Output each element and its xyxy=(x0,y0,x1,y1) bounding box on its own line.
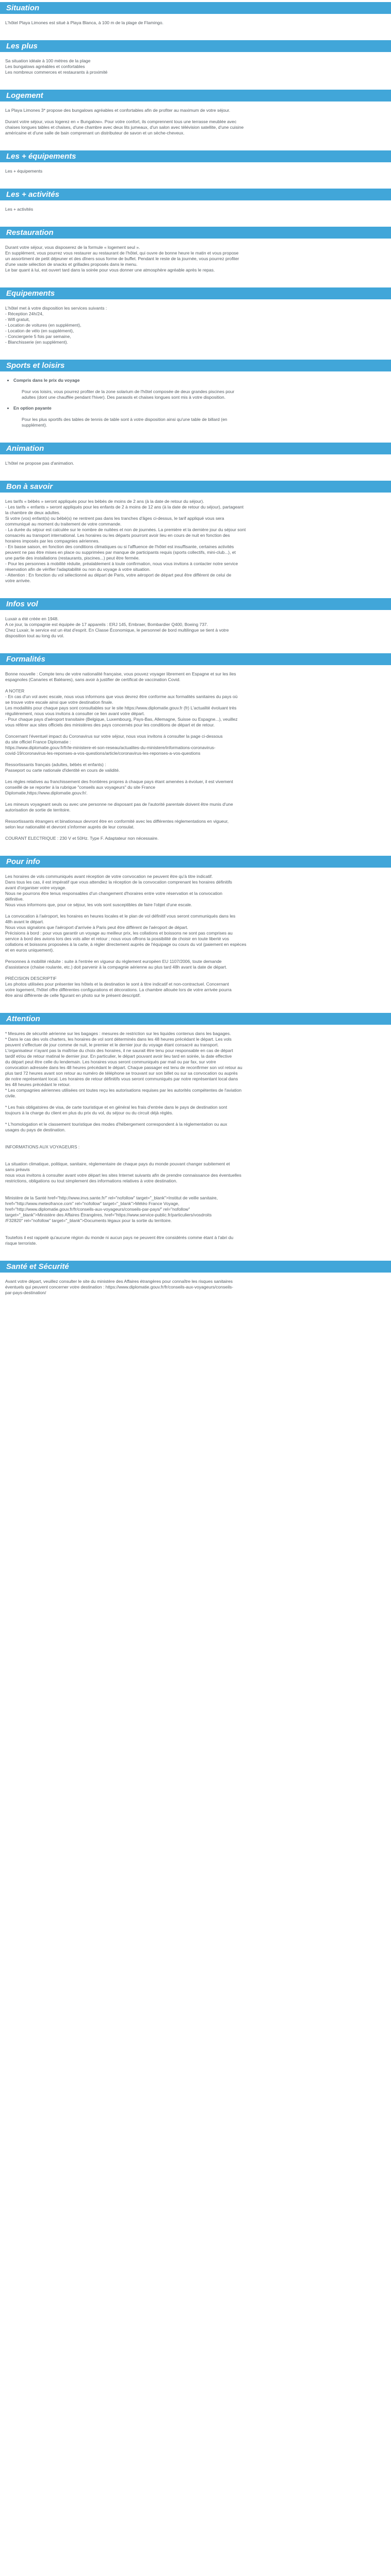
text-line: du site officiel France Diplomatie : xyxy=(5,739,71,744)
text-line: 48h avant le départ. xyxy=(5,919,44,924)
section-sports xyxy=(0,360,391,428)
text-line: covid-19/coronavirus-les-reponses-a-vos-questions/article/coronavirus-les-reponses-a-vos-questions xyxy=(5,751,201,756)
text-line: - En basse saison, en fonction des conditions climatiques ou si l'affluence de l'hôtel est insuffisante, certaines activités xyxy=(5,544,234,549)
text-line: * Dans le cas des vols charters, les horaires de vol sont déterminés dans les 48 heures précédant le départ. Les vols xyxy=(5,1037,232,1042)
text-line: toujours à la charge du client en plus du prix du vol, du séjour ou du circuit déjà réglés. xyxy=(5,1110,173,1115)
text-line: Dans tous les cas, il est impératif que vous attendiez la réception de la convocation comprenant les horaires définitifs xyxy=(5,879,232,885)
text-line: peuvent s'effectuer de jour comme de nuit, le premier et le dernier jour du voyage étant consacré au transport. xyxy=(5,1042,219,1047)
text-line: risque terroriste. xyxy=(5,1241,37,1246)
text-line: https://www.diplomatie.gouv.fr/fr/le-ministere-et-son-reseau/actualites-du-ministere/informations-coronavirus- xyxy=(5,745,216,750)
text-line: consacrés au transport international. Les horaires ou les départs pourront avoir lieu en cours de nuit en fonction des xyxy=(5,533,230,538)
situation-text: L'hôtel Playa Limones est situé à Playa Blanca, à 100 m de la plage de Flamingo. xyxy=(5,20,164,25)
section-title: Logement xyxy=(0,90,391,101)
bon-a-savoir-text xyxy=(0,499,391,584)
text-line xyxy=(5,728,386,734)
equipements-plus-text: Les + équipements xyxy=(5,168,43,174)
text-line xyxy=(5,1156,386,1161)
text-line xyxy=(5,830,386,836)
section-title: Pour info xyxy=(0,856,391,868)
sports-item-line: Pour vos loisirs, vous pourrez profiter de la zone solarium de l'hôtel composée de deux grandes piscines pour xyxy=(22,389,235,394)
text-line: * Les frais obligatoires de visa, de carte touristique et en général les frais d'entrée dans le pays de destination sont xyxy=(5,1105,227,1110)
formalites-text xyxy=(0,671,391,841)
section-infos-vol xyxy=(0,598,391,639)
text-line: - Attention : En fonction du vol sélectionné au départ de Paris, votre aéroport de départ peut être différent de celui de xyxy=(5,572,232,578)
text-line: Nous vous informons que, pour ce séjour, les vols sont susceptibles de faire l'objet d'une escale. xyxy=(5,902,192,907)
text-line: Les bungalows agréables et confortables xyxy=(5,64,85,69)
attention-text xyxy=(0,1031,391,1246)
text-line: selon leur nationalité et devront s'informer auprès de leur consulat. xyxy=(5,824,135,829)
text-line: restrictions, obligations ou tout simplement des informations relatives à votre destination. xyxy=(5,1178,177,1183)
text-line: Précisions à bord : pour vous garantir un voyage au meilleur prix, les collations et boissons ne sont pas comprises au xyxy=(5,930,233,936)
text-line: Nous vous signalons que l'aéroport d'arrivée à Paris peut être différent de l'aéroport de départ. xyxy=(5,925,188,930)
text-line: et en euros uniquement). xyxy=(5,947,54,953)
text-line: Les photos utilisées pour présenter les hôtels et la destination le sont à titre indicatif et non-contractuel. Concernant xyxy=(5,981,229,987)
text-line: Sa situation idéale à 100 mètres de la plage xyxy=(5,58,91,63)
text-line: sans préavis xyxy=(5,1167,30,1172)
text-line: L'hôtel met à votre disposition les services suivants : xyxy=(5,306,107,311)
text-line xyxy=(5,683,386,688)
text-line: d'une vaste sélection de snacks et grillades proposés dans le menu. xyxy=(5,262,138,267)
section-title: Attention xyxy=(0,1013,391,1025)
section-title: Les plus xyxy=(0,40,391,52)
text-line: horaires imposés par les compagnies aériennes. xyxy=(5,538,100,544)
text-line: Le bar quant à lui, est ouvert tard dans la soirée pour vous donner une atmosphère agréable après le repas. xyxy=(5,267,215,273)
text-line: votre logement, l'hôtel offre différentes configurations et décorations. La chambre allouée lors de votre arrivée pourra xyxy=(5,987,232,992)
text-line: href="http://www.diplomatie.gouv.fr/fr/conseils-aux-voyageurs/conseils-par-pays/" rel="nofollow" xyxy=(5,1207,190,1212)
text-line: éventuels qui peuvent concerner votre destination : https://www.diplomatie.gouv.fr/fr/conseils-aux-voyageurs/conseils- xyxy=(5,1284,234,1290)
section-animation xyxy=(0,443,391,466)
text-line: - Location de vélo (en supplément), xyxy=(5,328,74,333)
text-line: Si votre (vos) enfant(s) ou bébé(s) ne rentrent pas dans les tranches d'âges ci-dessus, le tarif appliqué vous sera xyxy=(5,516,224,521)
text-line: communiqué au moment du traitement de votre commande. xyxy=(5,521,122,527)
text-line: par-pays-destination/ xyxy=(5,1290,46,1295)
text-line: se trouve votre escale ainsi que votre destination finale. xyxy=(5,700,113,705)
section-bon-a-savoir xyxy=(0,481,391,584)
text-line xyxy=(5,1099,386,1105)
section-title: Les + équipements xyxy=(0,150,391,162)
sports-item-line: supplément). xyxy=(22,422,47,428)
sports-item-head: • Compris dans le prix du voyage xyxy=(13,378,80,383)
text-line: civile. xyxy=(5,1093,17,1098)
section-title: Bon à savoir xyxy=(0,481,391,493)
text-line: les 48 heures précédant le retour. xyxy=(5,1082,71,1087)
text-line: Les modalités pour chaque pays sont consultables sur le site https://www.diplomatie.gouv.fr (fr) L'actualité évoluant très xyxy=(5,705,237,710)
text-line xyxy=(5,953,386,959)
text-line: - Les tarifs « enfants » seront appliqués pour les enfants de 2 à moins de 12 ans (à la date de retour du séjour), partageant xyxy=(5,504,244,510)
text-line xyxy=(5,113,386,119)
text-line: - Wifi gratuit, xyxy=(5,317,30,322)
section-title: Restauration xyxy=(0,227,391,239)
text-line: nous vous invitons à consulter avant votre départ les sites Internet suivants afin de prendre connaissance des éventuelles xyxy=(5,1173,241,1178)
text-line: Avant votre départ, veuillez consulter le site du ministère des Affaires étrangères pour connaître les risques sanitaires xyxy=(5,1279,233,1284)
sports-list xyxy=(0,378,391,428)
text-line: Les tarifs « bébés » seront appliqués pour les bébés de moins de 2 ans (à la date de retour du séjour). xyxy=(5,499,204,504)
text-line xyxy=(5,1139,386,1144)
text-line: du départ peut être celle du lendemain. Les horaires vous seront communiqués par mail ou par fax, sur votre xyxy=(5,1059,216,1064)
text-line: - Conciergerie 5 fois par semaine, xyxy=(5,334,71,339)
text-line: INFORMATIONS AUX VOYAGEURS : xyxy=(5,1144,80,1149)
text-line: avant d'organiser votre voyage. xyxy=(5,885,67,890)
text-line xyxy=(5,813,386,819)
section-title: Les + activités xyxy=(0,189,391,200)
section-equipements xyxy=(0,287,391,345)
equipements-list xyxy=(0,306,391,345)
text-line: - En cas d'un vol avec escale, nous vous informons que vous devrez être conforme aux formalités sanitaires du pays où xyxy=(5,694,238,699)
text-line: COURANT ELECTRIQUE : 230 V et 50Hz. Type F. Adaptateur non nécessaire. xyxy=(5,836,159,841)
text-line: une partie des installations (restaurants, piscines...) peut être fermée. xyxy=(5,555,140,561)
text-line: Passeport ou carte nationale d'identité en cours de validité. xyxy=(5,768,120,773)
text-line: A ce jour, la compagnie est équipée de 17 appareils : ERJ 145, Embraer, Bombardier Q400, Boeing 737. xyxy=(5,622,208,627)
text-line xyxy=(5,1150,386,1156)
text-line: Ressortissants français (adultes, bébés et enfants) : xyxy=(5,762,106,767)
animation-text: L'hôtel ne propose pas d'animation. xyxy=(5,461,74,466)
text-line: La convocation à l'aéroport, les horaires en heures locales et le plan de vol définitif vous seront communiqués dans les xyxy=(5,913,236,919)
text-line: conseillé de se reporter à la rubrique "conseils aux voyageurs" du site France xyxy=(5,785,155,790)
text-line: - Blanchisserie (en supplément). xyxy=(5,340,68,345)
text-line: - Location de voitures (en supplément), xyxy=(5,323,82,328)
section-title: Sports et loisirs xyxy=(0,360,391,371)
text-line: Ressortissants étrangers et binationaux devront être en conformité avec les différentes réglementations en vigueur, xyxy=(5,819,229,824)
text-line: Les nombreux commerces et restaurants à proximité xyxy=(5,70,108,75)
text-line: - Pour les personnes à mobilité réduite, préalablement à toute confirmation, nous vous invitons à contacter notre service xyxy=(5,561,238,566)
text-line: - Réception 24h/24, xyxy=(5,311,44,316)
text-line: usages du pays de destination. xyxy=(5,1127,66,1132)
text-line: * Les compagnies aériennes utilisées ont toutes reçu les autorisations requises par les autorités compétentes de l'aviation xyxy=(5,1088,242,1093)
text-line: peuvent ne pas être mises en place ou supprimées par manque de participants requis (sports collectifs, mini-club...), et xyxy=(5,550,236,555)
section-title: Infos vol xyxy=(0,598,391,610)
text-line: L'organisateur n'ayant pas la maîtrise du choix des horaires, il ne saurait être tenu pour responsable en cas de départ xyxy=(5,1048,233,1053)
logement-text xyxy=(0,108,391,136)
pour-info-text xyxy=(0,874,391,998)
text-line: Chez Luxair, le service est un état d'esprit. En Classe Économique, le personnel de bord multilingue se tient à votre xyxy=(5,628,229,633)
text-line: convocation adressée dans les 48 heures précédant le départ. Chaque passager est tenu de reconfirmer son vol retour au xyxy=(5,1065,242,1070)
sports-item xyxy=(13,378,391,400)
text-line: Les mineurs voyageant seuls ou avec une personne ne disposant pas de l'autorité parentale doivent être munis d'une xyxy=(5,802,233,807)
text-line: La Playa Limones 3* propose des bungalows agréables et confortables afin de profiter au maximum de votre séjour. xyxy=(5,108,231,113)
text-line: target="_blank">Ministère des Affaires Étrangères, href="https://www.service-public.fr/particuliers/vosdroits xyxy=(5,1212,212,1217)
text-line: Les horaires de vols communiqués avant réception de votre convocation ne peuvent être qu'à titre indicatif. xyxy=(5,874,213,879)
text-line: * L'homologation et le classement touristique des modes d'hébergement correspondent à la réglementation ou aux xyxy=(5,1122,227,1127)
text-line: chaises longues tables et chaises, d'une chambre avec deux lits jumeaux, d'un salon avec télévision satellite, d'une cuisine xyxy=(5,125,244,130)
text-line: - La durée du séjour est calculée sur le nombre de nuitées et non de journées. La première et la dernière jour du séjour sont xyxy=(5,527,246,532)
text-line: régulièrement, nous vous invitons à consulter ce lien avant votre départ. xyxy=(5,711,145,716)
text-line: Concernant l'éventuel impact du Coronavirus sur votre séjour, nous vous invitons à consulter la page ci-dessous xyxy=(5,734,223,739)
text-line: être ainsi différente de celle figurant en photo sur le présent descriptif. xyxy=(5,993,141,998)
text-line: /F32820" rel="nofollow" target="_blank">Documents légaux pour la sortie du territoire. xyxy=(5,1218,172,1223)
text-line xyxy=(5,1224,386,1229)
text-line: Nous ne pourrons être tenus responsables d'un changement d'horaires entre votre réservation et la convocation xyxy=(5,891,222,896)
section-title: Equipements xyxy=(0,287,391,299)
activites-plus-text: Les + activités xyxy=(5,207,34,212)
text-line: - Pour chaque pays d'aéroport transitaire (Belgique, Luxembourg, Pays-Bas, Allemagne, Suisse ou Espagne...), veuillez xyxy=(5,717,238,722)
infos-vol-text xyxy=(0,616,391,639)
text-line: de notre représentant local. Les horaires de retour définitifs vous seront communiqués par notre représentant local dans xyxy=(5,1076,238,1081)
les-plus-list xyxy=(0,58,391,75)
section-title: Situation xyxy=(0,2,391,14)
text-line: Ministère de la Santé href="http://www.invs.sante.fr/" rel="nofollow" target="_blank">Institut de veille sanitaire, xyxy=(5,1195,218,1200)
text-line: réservation afin de vérifier l'adaptabilité ou non du voyage à votre situation. xyxy=(5,567,151,572)
section-title: Santé et Sécurité xyxy=(0,1261,391,1273)
section-formalites xyxy=(0,653,391,841)
text-line: collations et boissons proposées à la carte, à régler directement auprès de l'équipage ou cours du vol (paiement en espèces xyxy=(5,942,247,947)
text-line: la chambre de deux adultes. xyxy=(5,510,60,515)
section-les-plus xyxy=(0,40,391,75)
text-line xyxy=(5,1190,386,1195)
sports-item-head: • En option payante xyxy=(13,405,52,411)
sante-securite-text xyxy=(0,1279,391,1296)
text-line: espagnoles (Canaries et Baléares), sans avoir à justifier de certificat de vaccination Covid. xyxy=(5,677,181,682)
text-line: Diplomatie,https://www.diplomatie.gouv.fr/. xyxy=(5,790,88,795)
text-line: Toutefois il est rappelé qu'aucune région du monde ni aucun pays ne peuvent être considérés comme étant à l'abri du xyxy=(5,1235,234,1240)
text-line: vous référer aux sites officiels des ministères des pays concernés pour les conditions de départ et de retour. xyxy=(5,722,215,727)
section-attention xyxy=(0,1013,391,1246)
text-line xyxy=(5,1229,386,1235)
section-pour-info xyxy=(0,856,391,998)
text-line: PRÉCISION DESCRIPTIF xyxy=(5,976,57,981)
text-line: * Mesures de sécurité aérienne sur les bagages : mesures de restriction sur les liquides contenus dans les bagages. xyxy=(5,1031,231,1036)
text-line xyxy=(5,756,386,762)
text-line xyxy=(5,773,386,779)
text-line: Durant votre séjour, vous disposerez de la formule « logement seul ». xyxy=(5,245,140,250)
sports-item-line: adultes (dont une chauffée pendant l'hiver). Des parasols et chaises longues sont mis à votre disposition. xyxy=(22,395,226,400)
section-title: Formalités xyxy=(0,653,391,665)
section-title: Animation xyxy=(0,443,391,454)
text-line xyxy=(5,796,386,802)
section-equipements-plus xyxy=(0,150,391,174)
text-line: d'assistance (chaise roulante, etc.) doit parvenir à la compagnie aérienne au plus tard 48h avant la date de départ. xyxy=(5,964,227,970)
text-line: tardif et/ou de retour matinal le dernier jour. En particulier, le départ pouvant avoir lieu tard en soirée, la date effective xyxy=(5,1054,232,1059)
text-line xyxy=(5,970,386,976)
restauration-text xyxy=(0,245,391,273)
text-line: href="http://www.meteofrance.com" rel="nofollow" target="_blank">Météo France Voyage, xyxy=(5,1201,180,1206)
text-line: En supplément, vous pourrez vous restaurer au restaurant de l'hôtel, qui ouvre de bonne heure le matin et vous propose xyxy=(5,250,239,256)
text-line: disposition tout au long du vol. xyxy=(5,633,64,638)
text-line: La situation climatique, politique, sanitaire, réglementaire de chaque pays du monde pouvant changer subitement et xyxy=(5,1161,230,1166)
text-line: définitive. xyxy=(5,896,24,902)
text-line xyxy=(5,908,386,913)
section-activites-plus xyxy=(0,189,391,212)
text-line: A NOTER xyxy=(5,688,25,693)
text-line: autorisation de sortie de territoire. xyxy=(5,807,71,812)
text-line: Bonne nouvelle : Compte tenu de votre nationalité française, vous pouvez voyager librement en Espagne et sur les iles xyxy=(5,671,236,676)
section-restauration xyxy=(0,227,391,273)
sports-item xyxy=(13,405,391,428)
text-line: un assortiment de petit déjeuner et des dîners sous forme de buffet. Pendant le reste de la journée, vous pourrez profiter xyxy=(5,256,239,261)
text-line xyxy=(5,1133,386,1139)
section-situation xyxy=(0,2,391,26)
text-line: Personnes à mobilité réduite : suite à l'entrée en vigueur du règlement européen EU 1107/2006, toute demande xyxy=(5,959,222,964)
section-logement xyxy=(0,90,391,136)
text-line: américaine et d'une salle de bain comprenant un distributeur de savon et un sèche-cheveux. xyxy=(5,130,185,135)
text-line: Luxair a été créée en 1948. xyxy=(5,616,59,621)
text-line: Durant votre séjour, vous logerez en « Bungalow». Pour votre confort, ils comprennent tous une terrasse meublée avec xyxy=(5,119,237,124)
text-line: Les règles relatives au franchissement des frontières propres à chaque pays étant amenées à évoluer, il est vivement xyxy=(5,779,233,784)
sports-item-line: Pour les plus sportifs des tables de tennis de table sont à votre disposition ainsi qu'une table de billard (en xyxy=(22,417,227,422)
text-line xyxy=(5,1116,386,1122)
text-line: votre arrivée. xyxy=(5,578,31,583)
section-sante-securite xyxy=(0,1261,391,1296)
text-line xyxy=(5,1184,386,1190)
text-line: plus tard 72 heures avant son retour au numéro de téléphone se trouvant sur son billet ou sur sa convocation ou auprès xyxy=(5,1071,238,1076)
text-line: service à bord des avions lors des vols aller et retour ; nous vous offrons la possibilité de choisir en toute liberté vos xyxy=(5,936,230,941)
